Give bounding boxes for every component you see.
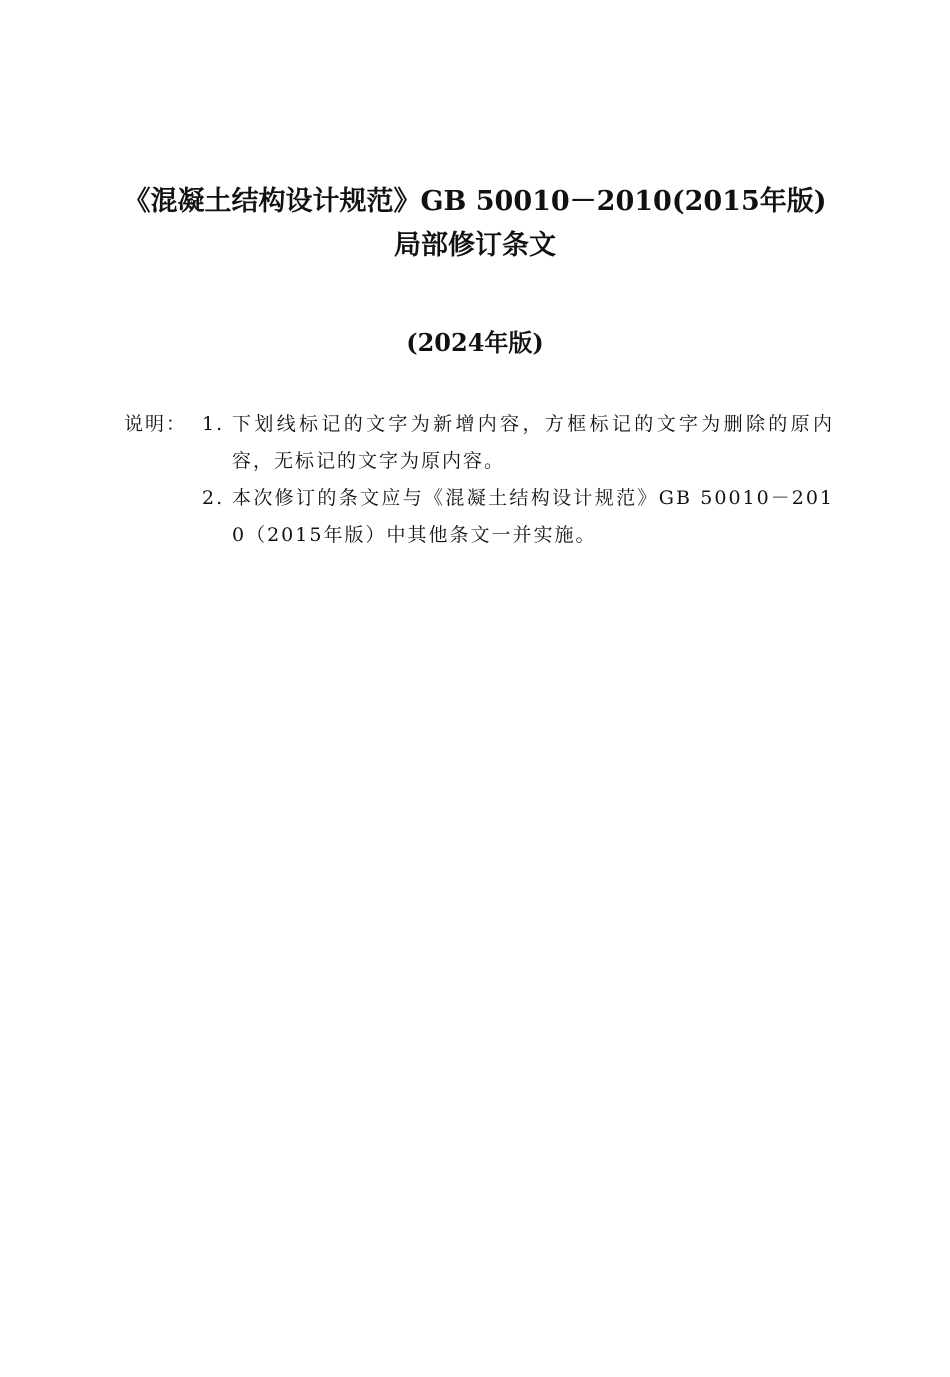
edition-label: (2024年版) xyxy=(406,328,544,357)
note-item-2 xyxy=(124,480,834,554)
title-line-2: 局部修订条文 xyxy=(394,230,556,261)
note-number: 1. xyxy=(202,413,225,435)
note-number: 2. xyxy=(202,487,225,509)
note-text: 本次修订的条文应与《混凝土结构设计规范》GB 50010－2010（2015年版）中其他条文一并实施。 xyxy=(232,487,834,546)
document-title xyxy=(0,180,950,268)
note-item-1 xyxy=(124,406,834,480)
notes-section xyxy=(124,406,834,554)
notes-label: 说明： xyxy=(124,413,188,435)
title-line-1: 《混凝土结构设计规范》GB 50010－2010(2015年版) xyxy=(123,186,827,217)
note-text: 下划线标记的文字为新增内容，方框标记的文字为删除的原内容，无标记的文字为原内容。 xyxy=(232,413,834,472)
